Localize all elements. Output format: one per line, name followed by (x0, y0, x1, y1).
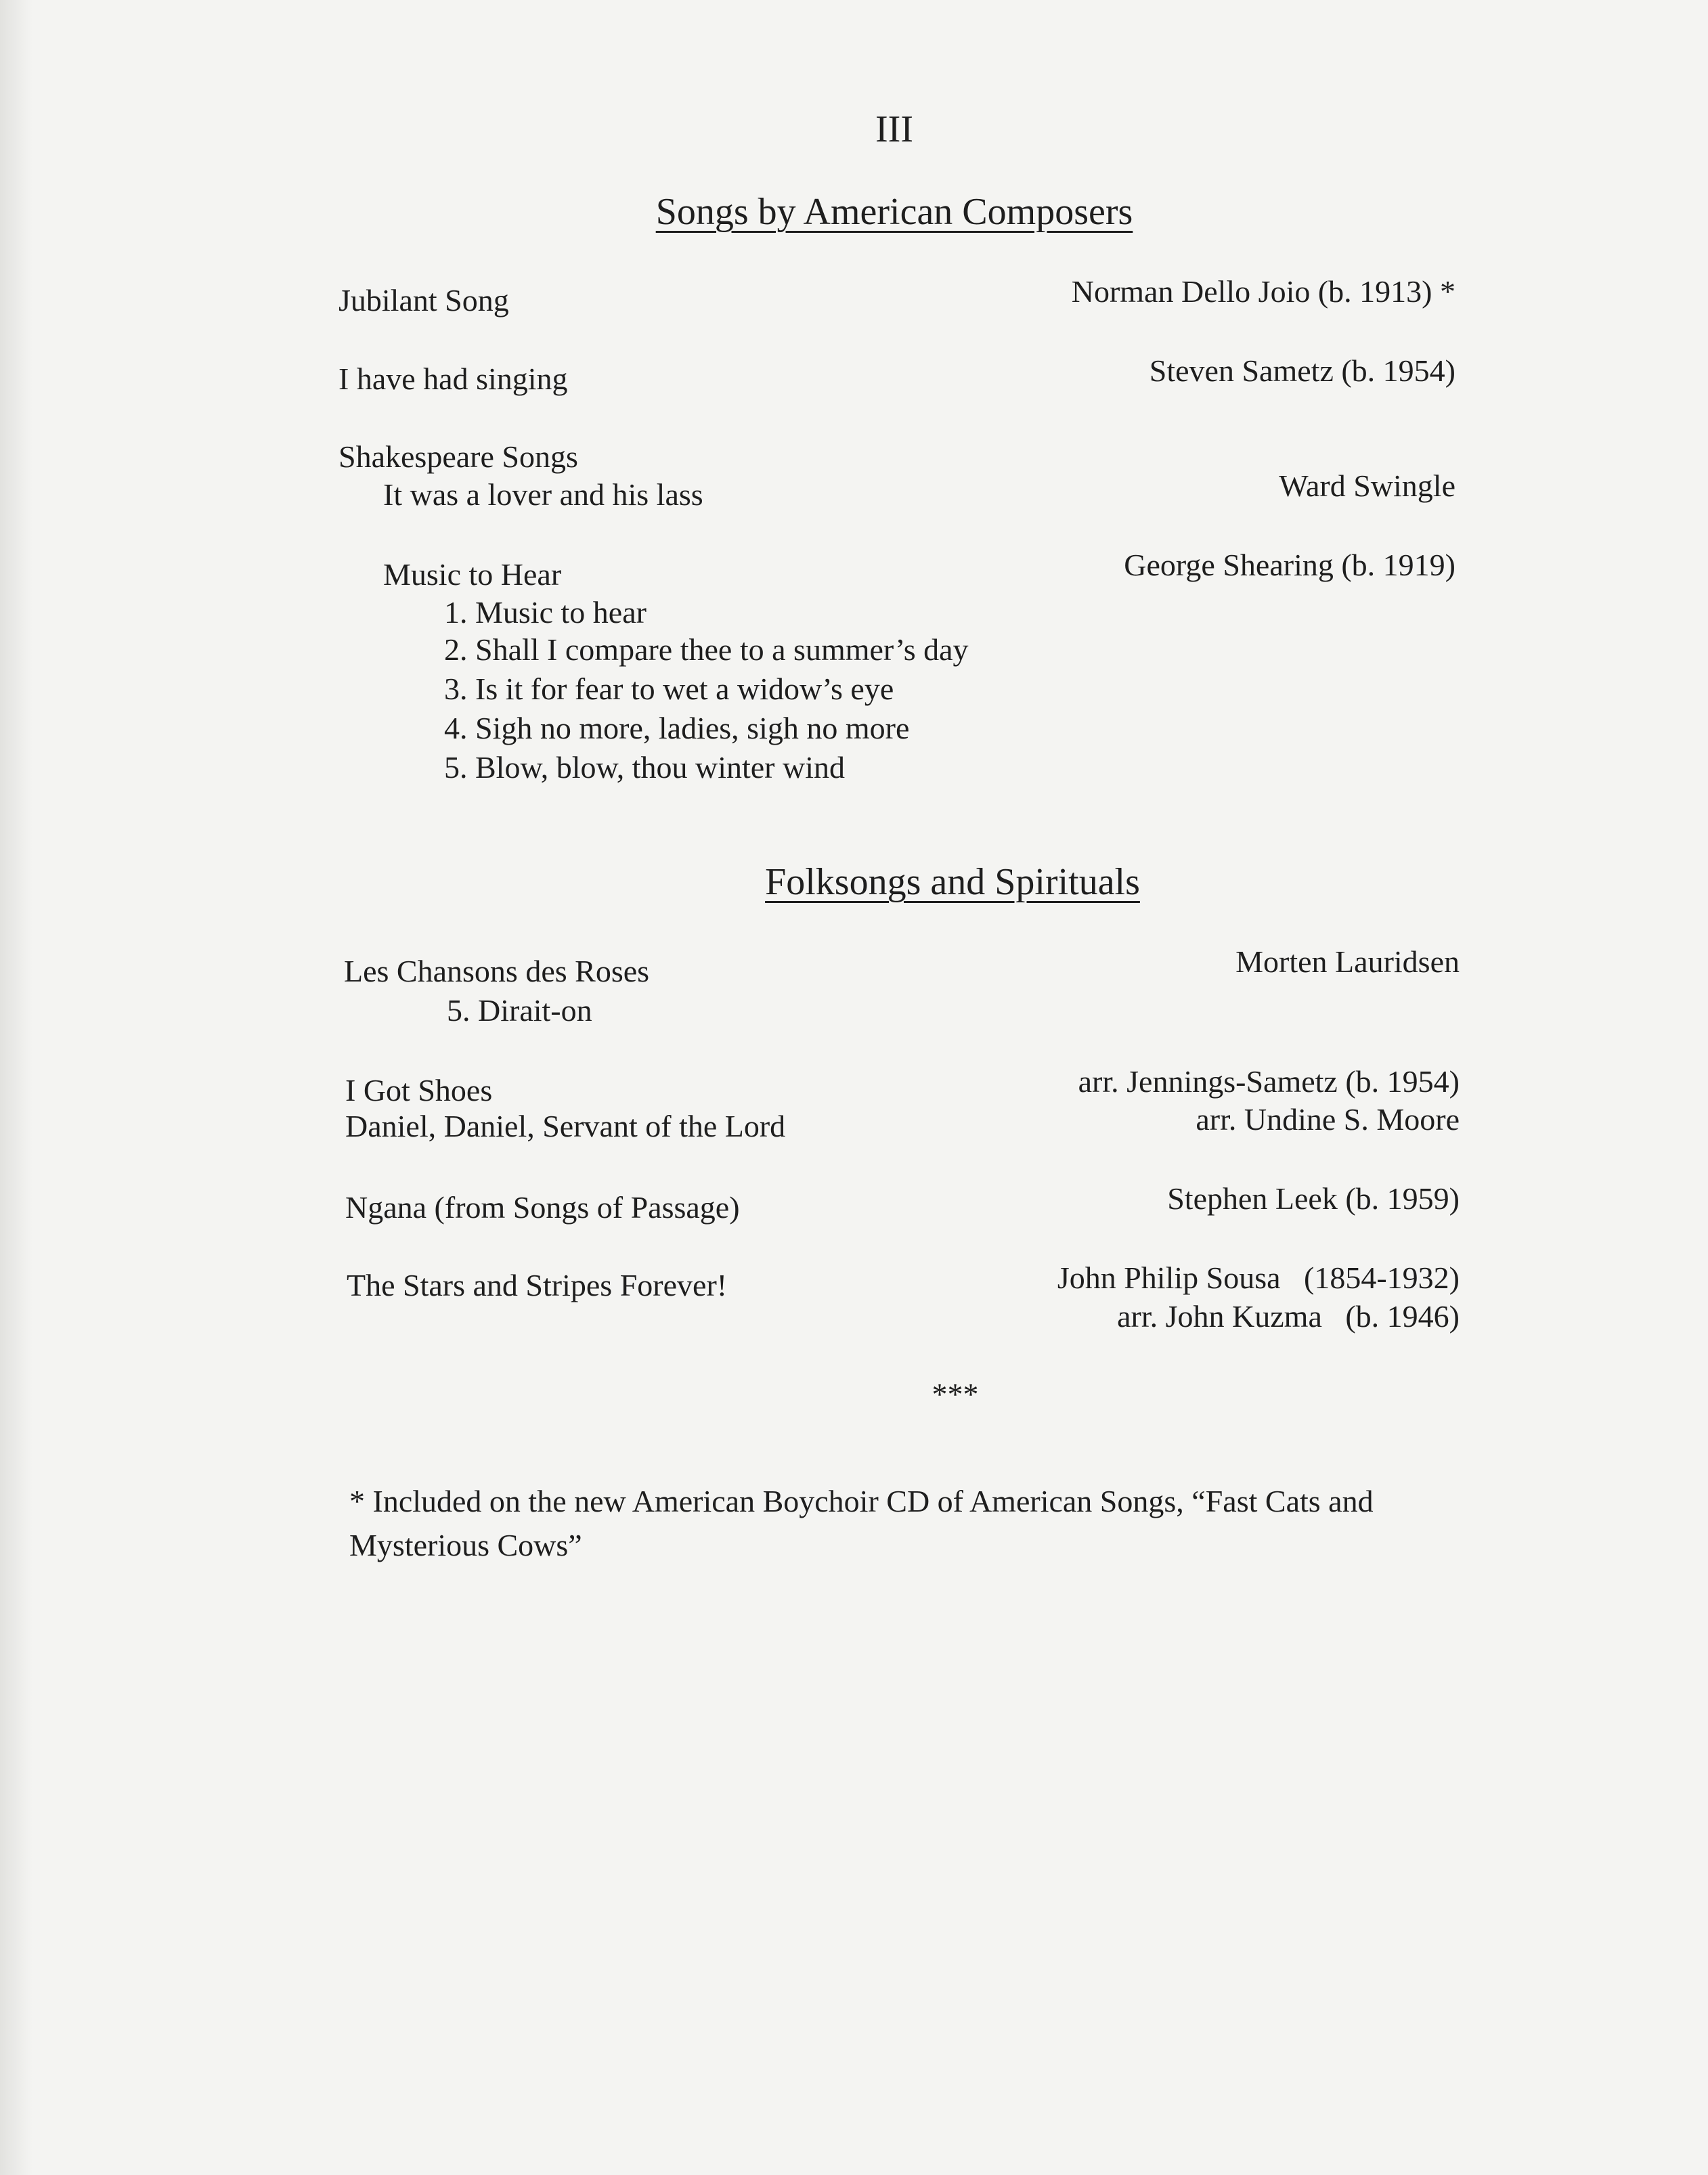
movement-item: 3. Is it for fear to wet a widow’s eye (444, 672, 894, 706)
page-number: III (875, 108, 913, 150)
movement-item: 5. Blow, blow, thou winter wind (444, 750, 846, 785)
song-title-ngana: Ngana (from Songs of Passage) (345, 1190, 740, 1225)
composer-sousa: John Philip Sousa (1854-1932) (1057, 1260, 1460, 1295)
song-title-daniel-daniel: Daniel, Daniel, Servant of the Lord (345, 1109, 786, 1143)
arranger-jennings-sametz: arr. Jennings-Sametz (b. 1954) (1078, 1064, 1460, 1099)
song-title-music-to-hear: Music to Hear (383, 557, 562, 592)
song-title-shakespeare-songs: Shakespeare Songs (338, 439, 578, 474)
movement-item: 1. Music to hear (444, 595, 647, 630)
footnote-line-1: * Included on the new American Boychoir CD of American Songs, “Fast Cats and (349, 1484, 1374, 1518)
composer-sametz: Steven Sametz (b. 1954) (1149, 353, 1455, 388)
song-subtitle-dirait-on: 5. Dirait-on (447, 993, 592, 1028)
song-title-lover-and-his-lass: It was a lover and his lass (383, 477, 703, 512)
movement-item: 2. Shall I compare thee to a summer’s day (444, 632, 969, 667)
composer-swingle: Ward Swingle (1279, 468, 1455, 503)
song-title-i-got-shoes: I Got Shoes (345, 1073, 493, 1107)
arranger-undine-moore: arr. Undine S. Moore (1196, 1102, 1460, 1137)
section-heading-american-composers: Songs by American Composers (655, 191, 1133, 233)
song-title-jubilant-song: Jubilant Song (338, 283, 509, 317)
footnote-line-2: Mysterious Cows” (349, 1528, 582, 1562)
composer-dello-joio: Norman Dello Joio (b. 1913) * (1071, 274, 1455, 309)
song-title-stars-and-stripes: The Stars and Stripes Forever! (347, 1268, 728, 1302)
composer-lauridsen: Morten Lauridsen (1235, 944, 1460, 979)
song-title-i-have-had-singing: I have had singing (338, 361, 568, 396)
scan-edge-shadow (0, 0, 32, 2175)
composer-leek: Stephen Leek (b. 1959) (1167, 1181, 1460, 1216)
separator-asterisks: *** (932, 1377, 979, 1411)
section-heading-folksongs: Folksongs and Spirituals (765, 861, 1140, 903)
movement-item: 4. Sigh no more, ladies, sigh no more (444, 711, 910, 745)
song-title-chansons-des-roses: Les Chansons des Roses (344, 954, 650, 988)
arranger-kuzma: arr. John Kuzma (b. 1946) (1117, 1299, 1460, 1334)
composer-shearing: George Shearing (b. 1919) (1124, 548, 1455, 582)
